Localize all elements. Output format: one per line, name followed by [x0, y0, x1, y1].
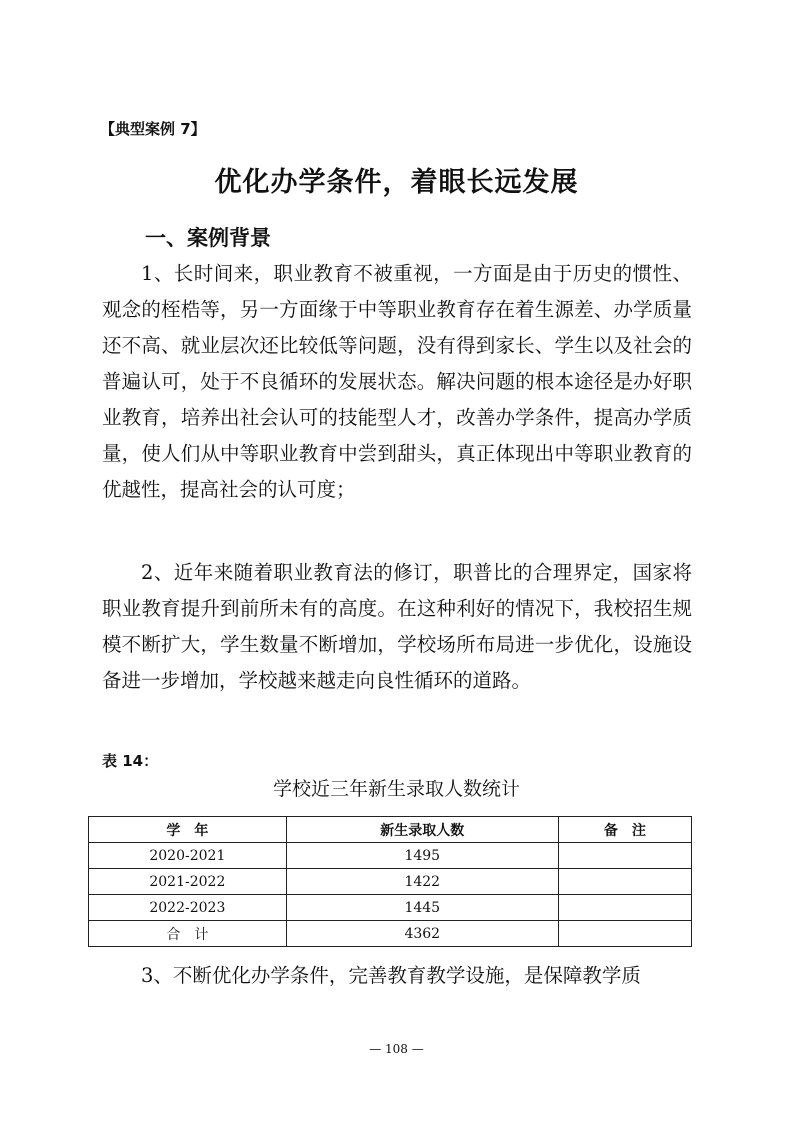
- cell-total-value: 4362: [286, 921, 558, 947]
- case-tag: 【典型案例 7】: [100, 120, 206, 138]
- table-row: [89, 895, 692, 921]
- cell-remarks: [558, 895, 691, 921]
- cell-remarks: [558, 843, 691, 869]
- table-header-row: [89, 817, 692, 843]
- cell-remarks: [558, 869, 691, 895]
- section-heading: 一、案例背景: [145, 226, 271, 250]
- header-remarks: 备 注: [558, 817, 691, 843]
- paragraph-1: 1、长时间来，职业教育不被重视，一方面是由于历史的惯性、观念的桎梏等，另一方面缘于中等职业教育存在着生源差、办学质量还不高、就业层次还比较低等问题，没有得到家长、学生以及社会的普遍认可，处于不良循环的发展状态。解决问题的根本途径是办好职业教育，培养出社会认可的技能型人才，改善办学条件，提高办学质量，使人们从中等职业教育中尝到甜头，真正体现出中等职业教育的优越性，提高社会的认可度；: [102, 262, 692, 501]
- header-enrollment: 新生录取人数: [286, 817, 558, 843]
- cell-year: 2021-2022: [89, 869, 287, 895]
- paragraph-2: 2、近年来随着职业教育法的修订，职普比的合理界定，国家将职业教育提升到前所未有的高度。在这种利好的情况下，我校招生规模不断扩大，学生数量不断增加，学校场所布局进一步优化，设施设备进一步增加，学校越来越走向良性循环的道路。: [102, 561, 692, 692]
- cell-remarks: [558, 921, 691, 947]
- cell-enrollment: 1445: [286, 895, 558, 921]
- page-number: — 108 —: [369, 1042, 424, 1056]
- table-row: [89, 843, 692, 869]
- cell-year: 2020-2021: [89, 843, 287, 869]
- cell-enrollment: 1422: [286, 869, 558, 895]
- enrollment-table: [88, 816, 692, 947]
- cell-year: 2022-2023: [89, 895, 287, 921]
- paragraph-3: 3、不断优化办学条件，完善教育教学设施，是保障教学质: [141, 964, 641, 987]
- page-title: 优化办学条件，着眼长远发展: [214, 167, 579, 198]
- header-year: 学 年: [89, 817, 287, 843]
- table-total-row: [89, 921, 692, 947]
- cell-total-label: 合 计: [89, 921, 287, 947]
- table-caption: 学校近三年新生录取人数统计: [272, 778, 520, 800]
- cell-enrollment: 1495: [286, 843, 558, 869]
- table-label: 表 14：: [102, 752, 159, 770]
- table-row: [89, 869, 692, 895]
